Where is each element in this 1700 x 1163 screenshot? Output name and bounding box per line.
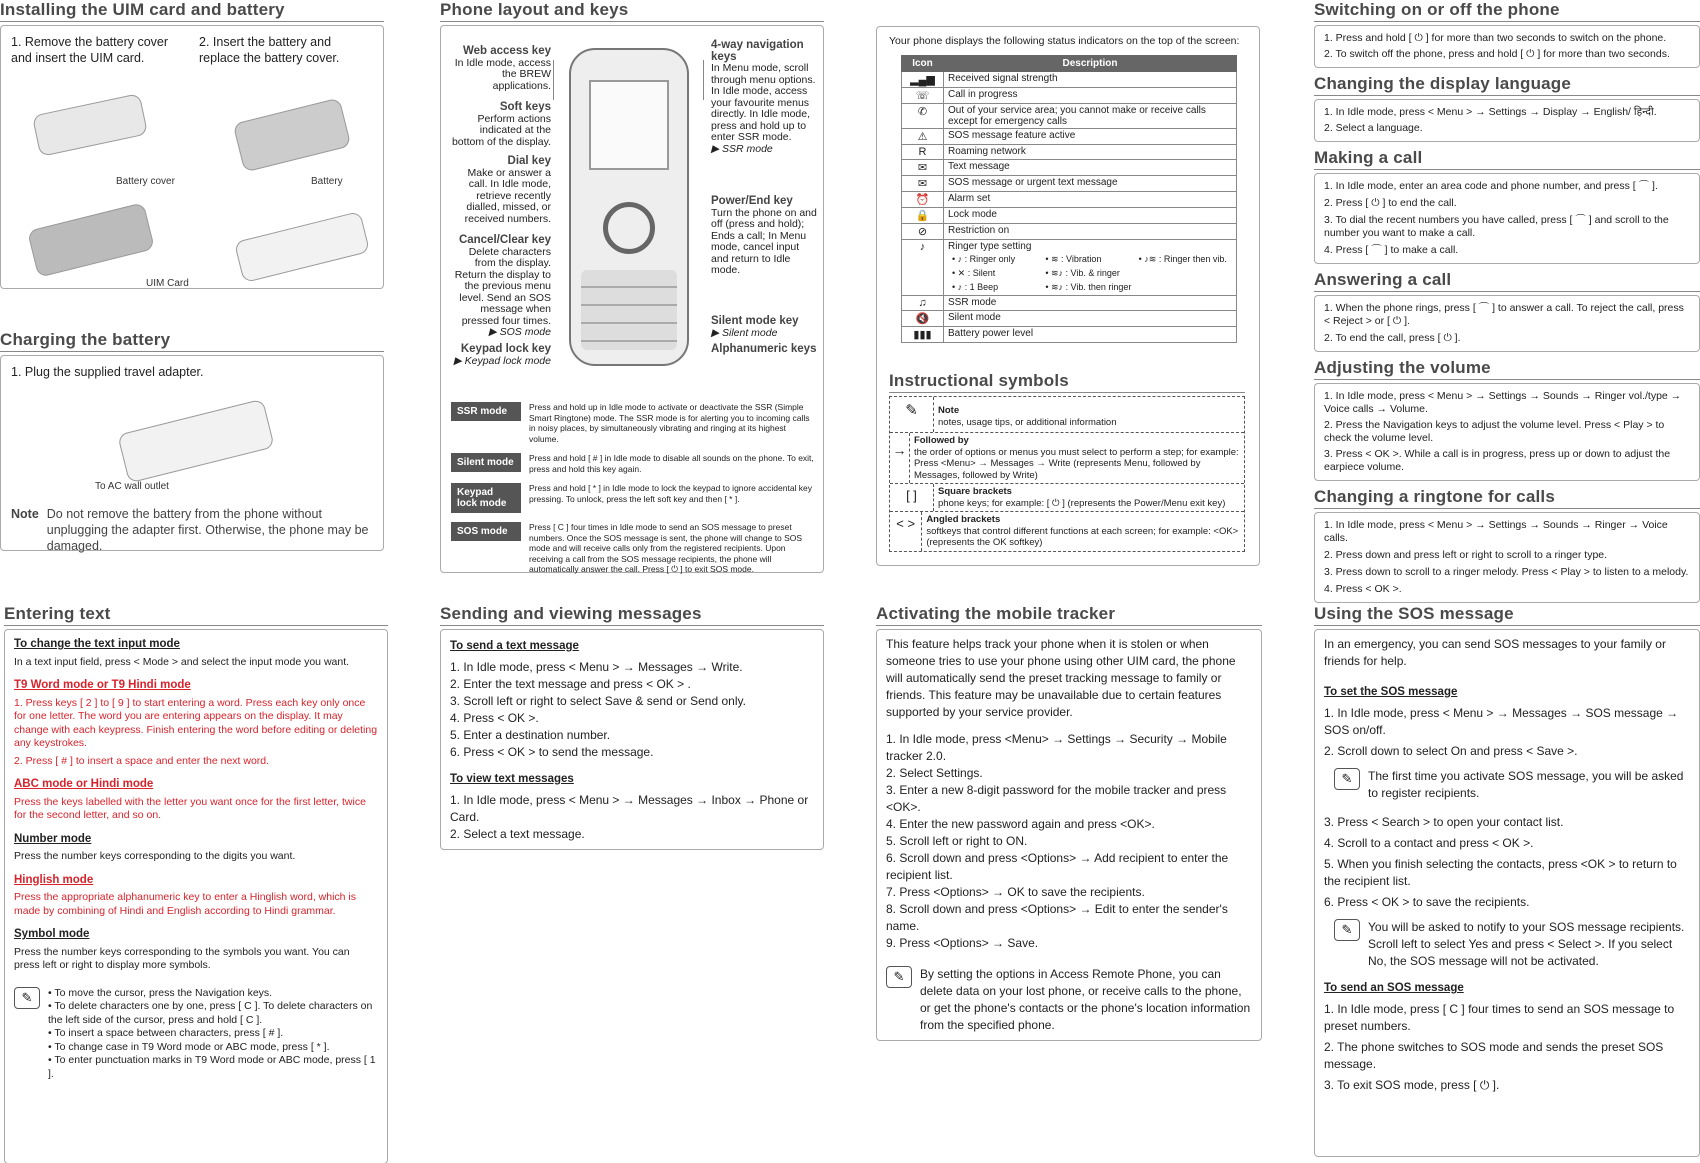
label-ac-outlet: To AC wall outlet <box>95 481 169 492</box>
send-step: 1. In Idle mode, press < Menu > → Messages → Write. <box>450 660 743 674</box>
messages-title: Sending and viewing messages <box>440 604 824 626</box>
symbol-text: softkeys that control different functions at each screen; for example: <OK> (represents the OK softkey) <box>926 525 1239 548</box>
note-icon: ✎ <box>890 397 934 432</box>
send-step: 3. Scroll left or right to select Save & send or Send only. <box>450 694 746 708</box>
nav-keys-title: 4-way navigation keys <box>711 39 804 63</box>
tracker-step: 8. Scroll down and press <Options> → Edit to enter the sender's name. <box>886 902 1228 933</box>
row-desc: SOS message feature active <box>944 129 1237 145</box>
switching-box <box>1314 25 1700 68</box>
nav-keys-ref: ▶ SSR mode <box>711 142 773 155</box>
answering-step: 1. When the phone rings, press [ ⌒ ] to answer a call. To reject the call, press < Reject > or [ ⏻ ]. <box>1324 302 1684 327</box>
tracker-intro: This feature helps track your phone when it is stolen or when someone tries to use your phone using other UIM card, the phone will automatically send the preset tracking message to family or friends. This feature may be unavailable due to certain features supported by your service provider. <box>886 637 1236 719</box>
install-section <box>0 0 384 289</box>
ringer-cell <box>944 240 1237 296</box>
send-step: 6. Press < OK > to send the message. <box>450 745 654 759</box>
message-icon: ✉ <box>902 160 944 176</box>
mode-row <box>451 453 815 474</box>
row-desc: SSR mode <box>944 296 1237 311</box>
silent-key-ref: ▶ Silent mode <box>711 326 778 339</box>
ringer-title: Ringer type setting <box>948 241 1032 252</box>
table-row <box>902 208 1237 224</box>
entering-title: Entering text <box>4 604 388 626</box>
ringer-item: • ≋♪ : Vib. & ringer <box>1045 268 1120 278</box>
mode-text-ssr: Press and hold up in Idle mode to activate or deactivate the SSR (Simple Smart Ringtone) mode. The SSR mode is for alerting you to incoming calls in noisy places, by simultaneously vibrating and ringing at its highest volume. <box>529 402 810 444</box>
note-icon: ✎ <box>1334 768 1360 790</box>
silent-key-label <box>711 316 817 339</box>
charging-section <box>0 330 384 551</box>
tip-item: • To delete characters one by one, press [ C ]. To delete characters on the left side of the cursor, press and hold [ C ]. <box>48 1000 373 1026</box>
nav-key-ring <box>603 202 655 254</box>
soft-keys-label <box>451 102 551 148</box>
switching-step: 1. Press and hold [ ⏻ ] for more than two seconds to switch on the phone. <box>1324 32 1667 44</box>
tracker-steps <box>886 731 1252 952</box>
ringer-item-text: : 1 Beep <box>964 282 999 292</box>
ringtone-title: Changing a ringtone for calls <box>1314 487 1700 509</box>
row-desc: Silent mode <box>944 311 1237 327</box>
tip-item: • To move the cursor, press the Navigation keys. <box>48 986 273 999</box>
install-box <box>0 25 384 289</box>
ringtone-step: 3. Press down to scroll to a ringer melody. Press < Play > to listen to a melody. <box>1324 566 1689 578</box>
tracker-note <box>886 966 1252 1034</box>
web-key-text: In Idle mode, access the BREW applications. <box>454 56 551 92</box>
symbol-title: Angled brackets <box>926 514 1001 525</box>
symbol-row-angled <box>890 512 1244 551</box>
sos-set-step: 5. When you finish selecting the contacts, press <OK > to return to the recipient list. <box>1324 857 1677 888</box>
ringer-item: • ≋ : Vibration <box>1045 254 1102 264</box>
ringer-item-text: : Vib. then ringer <box>1065 282 1132 292</box>
symbol-row-followed <box>890 433 1244 484</box>
input-mode-subtitle: To change the text input mode <box>14 638 180 650</box>
angled-brackets-icon: < > <box>890 512 922 551</box>
sos-intro: In an emergency, you can send SOS messages to your family or friends for help. <box>1324 637 1666 668</box>
nav-keys-text: In Menu mode, scroll through menu options. In Idle mode, access your favourite menus directly. In Idle mode, press and hold up to enter SSR mode. <box>711 62 816 143</box>
view-message-subtitle: To view text messages <box>450 773 574 785</box>
sos-icon: ⚠ <box>902 129 944 145</box>
cancel-key-ref: ▶ SOS mode <box>488 326 551 338</box>
table-row <box>902 160 1237 176</box>
install-step2: 2. Insert the battery and replace the battery cover. <box>199 35 340 65</box>
ringer-item-text: : Silent <box>967 268 996 278</box>
connector-line <box>553 60 554 100</box>
keypad-lock-label <box>441 344 551 367</box>
table-row <box>902 129 1237 145</box>
tip-item: • To insert a space between characters, press [ # ]. <box>48 1027 284 1039</box>
row-desc: Received signal strength <box>944 72 1237 88</box>
mode-tag-sos: SOS mode <box>451 522 521 541</box>
power-key-text: Turn the phone on and off (press and hold); Ends a call; In Menu mode, cancel input and return to Idle mode. <box>711 206 817 276</box>
send-step: 2. Enter the text message and press < OK > . <box>450 677 691 691</box>
tracker-step: 2. Select Settings. <box>886 766 983 780</box>
connector-line <box>703 60 704 100</box>
symbols-list <box>889 396 1245 552</box>
making-step: 3. To dial the recent numbers you have called, press [ ⌒ ] and scroll to the number you want to make a call. <box>1324 214 1669 239</box>
dial-key-label <box>451 156 551 225</box>
web-key-title: Web access key <box>462 45 551 57</box>
keypad-area <box>581 270 677 350</box>
making-step: 2. Press [ ⏻ ] to end the call. <box>1324 197 1457 209</box>
table-row <box>902 224 1237 240</box>
send-step: 5. Enter a destination number. <box>450 728 611 742</box>
making-box <box>1314 173 1700 264</box>
mode-tag-ssr: SSR mode <box>451 402 521 421</box>
tracker-step: 9. Press <Options> → Save. <box>886 936 1039 950</box>
layout-title: Phone layout and keys <box>440 0 824 22</box>
phone-cover-image <box>234 211 370 283</box>
ringer-icon: ♪ <box>902 240 944 296</box>
sos-note1 <box>1334 768 1690 802</box>
soft-keys-text: Perform actions indicated at the bottom of the display. <box>451 112 551 148</box>
table-row <box>902 176 1237 192</box>
t9-step: 1. Press keys [ 2 ] to [ 9 ] to start entering a word. Press each key only once for one letter. The word you are entering appears on the display. It may change with each keypress. Finish entering the word before editing or deleting any keystrokes. <box>14 696 378 749</box>
ringer-item: • ✕ : Silent <box>952 268 996 278</box>
mode-text-keypad: Press and hold [ * ] in Idle mode to lock the keypad to ignore accidental key pressing. To unlock, press the left soft key and then [ * ]. <box>529 483 813 504</box>
power-key-label <box>711 196 817 277</box>
tracker-step: 7. Press <Options> → OK to save the recipients. <box>886 885 1145 899</box>
phone-screen <box>589 80 669 170</box>
symbol-title: Followed by <box>913 435 969 446</box>
note-icon: ✎ <box>14 987 40 1009</box>
ringer-item: • ♪ : 1 Beep <box>952 282 999 292</box>
input-mode-text: In a text input field, press < Mode > and select the input mode you want. <box>14 655 350 668</box>
charging-note <box>11 506 371 554</box>
alarm-icon: ⏰ <box>902 192 944 208</box>
row-desc: Roaming network <box>944 145 1237 160</box>
ringer-grid <box>948 252 1232 294</box>
view-step: 1. In Idle mode, press < Menu > → Messages → Inbox → Phone or Card. <box>450 793 809 824</box>
ringtone-step: 1. In Idle mode, press < Menu > → Settings → Sounds → Ringer → Voice calls. <box>1324 519 1668 544</box>
abc-text: Press the keys labelled with the letter you want once for the first letter, twice for the second letter, and so on. <box>14 795 366 821</box>
t9-subtitle: T9 Word mode or T9 Hindi mode <box>14 679 191 691</box>
table-row <box>902 296 1237 311</box>
layout-section <box>440 0 824 573</box>
number-text: Press the number keys corresponding to the digits you want. <box>14 850 296 862</box>
volume-step: 3. Press < OK >. While a call is in progress, press up or down to adjust the earpiece volume. <box>1324 448 1671 473</box>
answering-step: 2. To end the call, press [ ⏻ ]. <box>1324 332 1461 344</box>
sos-send-step: 2. The phone switches to SOS mode and sends the preset SOS message. <box>1324 1040 1664 1071</box>
volume-title: Adjusting the volume <box>1314 358 1700 380</box>
tracker-title: Activating the mobile tracker <box>876 604 1262 626</box>
phone-uim-image <box>27 202 155 278</box>
signal-icon: ▂▄▆ <box>902 72 944 88</box>
row-desc: Restriction on <box>944 224 1237 240</box>
tracker-step: 3. Enter a new 8-digit password for the mobile tracker and press <OK>. <box>886 783 1227 814</box>
tracker-note-text: By setting the options in Access Remote Phone, you can delete data on your lost phone, or receive calls to the phone, or get the phone's contacts or the phone's location information from the specified phone. <box>920 967 1251 1032</box>
arrow-icon: → <box>890 433 910 483</box>
sos-set-step: 6. Press < OK > to save the recipients. <box>1324 895 1530 909</box>
symbol-row-square <box>890 484 1244 512</box>
entering-tips <box>14 987 378 1082</box>
sos-note1-text: The first time you activate SOS message, you will be asked to register recipients. <box>1368 769 1684 800</box>
ringer-item-text: : Ringer only <box>964 254 1016 264</box>
row-desc: Out of your service area; you cannot make or receive calls except for emergency calls <box>944 104 1237 129</box>
table-row <box>902 327 1237 343</box>
no-service-icon: ✆ <box>902 104 944 129</box>
mode-tag-keypad: Keypad lock mode <box>451 483 521 513</box>
symbol-subtitle: Symbol mode <box>14 928 90 940</box>
table-row <box>902 88 1237 104</box>
status-box <box>876 26 1260 566</box>
messages-section <box>440 604 824 850</box>
set-sos-subtitle: To set the SOS message <box>1324 686 1458 698</box>
tracker-step: 4. Enter the new password again and press <OK>. <box>886 817 1155 831</box>
sos-note2-text: You will be asked to notify to your SOS message recipients. Scroll left to select Yes and press < Select >. If you select No, the SOS message will not be activated. <box>1368 920 1685 968</box>
sos-send-step: 3. To exit SOS mode, press [ ⏻ ]. <box>1324 1078 1500 1092</box>
row-desc: Call in progress <box>944 88 1237 104</box>
tracker-step: 1. In Idle mode, press <Menu> → Settings → Security → Mobile tracker 2.0. <box>886 732 1227 763</box>
label-battery-cover: Battery cover <box>116 176 175 187</box>
mode-text-sos: Press [ C ] four times in Idle mode to send an SOS message to preset numbers. Once the SOS message is sent, the phone will change to SOS mode and will receive calls only from the registered recipients. Upon receiving a call from the SOS message recipients, the phone will automatically answer the call. Press [ ⏻ ] to exit SOS mode. <box>529 522 803 574</box>
sos-box <box>1314 629 1700 1157</box>
ringer-item-text: : Vib. & ringer <box>1065 268 1120 278</box>
table-row <box>902 104 1237 129</box>
status-rows <box>902 72 1237 343</box>
row-desc: SOS message or urgent text message <box>944 176 1237 192</box>
tip-item: • To change case in T9 Word mode or ABC mode, press [ * ]. <box>48 1040 330 1053</box>
hinglish-subtitle: Hinglish mode <box>14 873 94 886</box>
send-message-subtitle: To send a text message <box>450 640 579 652</box>
send-step: 4. Press < OK >. <box>450 711 539 725</box>
symbol-text: Press the number keys corresponding to the symbols you want. You can press left or right to display more symbols. <box>14 945 350 971</box>
table-row <box>902 192 1237 208</box>
lock-icon: 🔒 <box>902 208 944 224</box>
ringtone-box <box>1314 512 1700 603</box>
language-step: 1. In Idle mode, press < Menu > → Settings → Display → English/ हिन्दी. <box>1324 106 1657 118</box>
ringer-item: • ≋♪ : Vib. then ringer <box>1045 282 1132 292</box>
table-row <box>902 145 1237 160</box>
silent-icon: 🔇 <box>902 311 944 327</box>
tracker-section <box>876 604 1262 1041</box>
sos-title: Using the SOS message <box>1314 604 1700 626</box>
tracker-step: 6. Scroll down and press <Options> → Add recipient to enter the recipient list. <box>886 851 1229 882</box>
sos-set-step: 4. Scroll to a contact and press < OK >. <box>1324 836 1534 850</box>
adapter-image <box>117 399 275 484</box>
row-desc: Alarm set <box>944 192 1237 208</box>
dial-key-title: Dial key <box>507 155 551 167</box>
send-sos-subtitle: To send an SOS message <box>1324 982 1464 994</box>
table-row <box>902 240 1237 296</box>
charging-box <box>0 355 384 551</box>
table-row <box>902 311 1237 327</box>
symbol-title: Note <box>938 405 960 416</box>
row-desc: Lock mode <box>944 208 1237 224</box>
volume-box <box>1314 383 1700 481</box>
ringer-item: • ♪ : Ringer only <box>952 254 1016 264</box>
phone-battery-image <box>233 97 352 172</box>
right-column-top <box>1314 0 1700 603</box>
symbol-text: notes, usage tips, or additional information <box>938 416 1117 428</box>
label-uim-card: UIM Card <box>146 278 189 289</box>
keypad-lock-title: Keypad lock key <box>460 343 551 355</box>
mode-row <box>451 402 815 444</box>
tip-item: • To enter punctuation marks in T9 Word mode or ABC mode, press [ 1 ]. <box>48 1054 376 1080</box>
charging-title: Charging the battery <box>0 330 384 352</box>
mode-text-silent: Press and hold [ # ] in Idle mode to disable all sounds on the phone. To exit, press and hold this key again. <box>529 453 814 474</box>
making-step: 1. In Idle mode, enter an area code and phone number, and press [ ⌒ ]. <box>1324 180 1658 192</box>
ringer-item: • ♪≋ : Ringer then vib. <box>1138 254 1227 264</box>
symbol-row-note <box>890 397 1244 433</box>
note-icon: ✎ <box>886 966 912 988</box>
t9-step: 2. Press [ # ] to insert a space and enter the next word. <box>14 754 270 767</box>
number-subtitle: Number mode <box>14 832 92 845</box>
roaming-icon: R <box>902 145 944 160</box>
note-text: Do not remove the battery from the phone without unplugging the adapter first. Otherwise, the phone may be damaged. <box>46 507 369 553</box>
alpha-keys-label <box>711 344 817 356</box>
mode-row <box>451 522 815 575</box>
charging-step1: 1. Plug the supplied travel adapter. <box>11 365 204 379</box>
sos-send-step: 1. In Idle mode, press [ C ] four times to send an SOS message to preset numbers. <box>1324 1002 1675 1033</box>
status-intro: Your phone displays the following status indicators on the top of the screen: <box>889 35 1240 47</box>
modes-list <box>451 402 815 584</box>
entering-box <box>4 629 388 1163</box>
call-icon: ☏ <box>902 88 944 104</box>
label-battery: Battery <box>311 176 343 187</box>
silent-key-title: Silent mode key <box>711 315 799 327</box>
sos-set-step: 3. Press < Search > to open your contact list. <box>1324 815 1564 829</box>
web-key-label <box>451 46 551 92</box>
ringtone-step: 4. Press < OK >. <box>1324 583 1402 595</box>
install-title: Installing the UIM card and battery <box>0 0 384 22</box>
language-box <box>1314 99 1700 142</box>
note-label: Note <box>11 507 39 521</box>
language-title: Changing the display language <box>1314 74 1700 96</box>
keypad-lock-ref: ▶ Keypad lock mode <box>453 354 551 367</box>
row-desc: Battery power level <box>944 327 1237 343</box>
entering-section <box>4 604 388 1163</box>
row-desc: Text message <box>944 160 1237 176</box>
sos-set-step: 2. Scroll down to select On and press < Save >. <box>1324 744 1578 758</box>
restriction-icon: ⊘ <box>902 224 944 240</box>
making-step: 4. Press [ ⌒ ] to make a call. <box>1324 244 1459 256</box>
battery-icon: ▮▮▮ <box>902 327 944 343</box>
view-step: 2. Select a text message. <box>450 827 585 841</box>
soft-keys-title: Soft keys <box>499 101 551 113</box>
symbol-text: phone keys; for example: [ ⏻ ] (represents the Power/Menu exit key) <box>938 497 1226 509</box>
table-row <box>902 72 1237 88</box>
sos-section <box>1314 604 1700 1157</box>
col-desc-header: Description <box>944 56 1237 72</box>
ringtone-step: 2. Press down and press left or right to scroll to a ringer type. <box>1324 549 1608 561</box>
switching-title: Switching on or off the phone <box>1314 0 1700 22</box>
language-step: 2. Select a language. <box>1324 122 1423 134</box>
tracker-step: 5. Scroll left or right to ON. <box>886 834 1028 848</box>
urgent-message-icon: ✉ <box>902 176 944 192</box>
ringer-item-text: : Vibration <box>1061 254 1102 264</box>
install-step1: 1. Remove the battery cover and insert the UIM card. <box>11 35 169 65</box>
abc-subtitle: ABC mode or Hindi mode <box>14 778 154 790</box>
cancel-key-title: Cancel/Clear key <box>458 234 551 246</box>
making-title: Making a call <box>1314 148 1700 170</box>
symbol-text: the order of options or menus you must select to perform a step; for example: Press <Menu> → Messages → Write (represents Menu, followed by Messages, followed by Write) <box>913 446 1239 481</box>
tips-list <box>48 987 378 1082</box>
phone-front-image <box>569 48 689 366</box>
alpha-keys-title: Alphanumeric keys <box>711 343 817 355</box>
tracker-box <box>876 629 1262 1041</box>
col-icon-header: Icon <box>902 56 944 72</box>
volume-step: 2. Press the Navigation keys to adjust the volume level. Press < Play > to check the volume level. <box>1324 419 1665 444</box>
hinglish-text: Press the appropriate alphanumeric key to enter a Hinglish word, which is made by combining of Hindi and English according to Hindi grammar. <box>14 891 357 917</box>
square-brackets-icon: [ ] <box>890 484 934 511</box>
answering-box <box>1314 295 1700 352</box>
status-table <box>901 55 1237 343</box>
nav-keys-label <box>711 40 817 155</box>
switching-step: 2. To switch off the phone, press and hold [ ⏻ ] for more than two seconds. <box>1324 48 1670 60</box>
answering-title: Answering a call <box>1314 270 1700 292</box>
power-key-title: Power/End key <box>711 195 793 207</box>
symbol-title: Square brackets <box>938 486 1012 497</box>
ringer-item-text: : Ringer then vib. <box>1158 254 1227 264</box>
sos-note2 <box>1334 919 1690 970</box>
messages-box <box>440 629 824 850</box>
volume-step: 1. In Idle mode, press < Menu > → Settings → Sounds → Ringer vol./type → Voice calls → Volume. <box>1324 390 1682 415</box>
sos-set-step: 1. In Idle mode, press < Menu > → Messages → SOS message → SOS on/off. <box>1324 706 1679 737</box>
ssr-icon: ♫ <box>902 296 944 311</box>
cancel-key-label <box>451 235 551 339</box>
note-icon: ✎ <box>1334 919 1360 941</box>
symbols-title: Instructional symbols <box>889 371 1245 393</box>
phone-back-image <box>32 93 148 157</box>
status-section <box>876 26 1260 566</box>
cancel-key-text: Delete characters from the display. Return the display to the previous menu level. Send an SOS message when pressed four times. <box>454 245 551 327</box>
layout-box <box>440 25 824 573</box>
mode-row <box>451 483 815 513</box>
mode-tag-silent: Silent mode <box>451 453 521 472</box>
dial-key-text: Make or answer a call. In Idle mode, retrieve recently dialled, missed, or received numbers. <box>464 166 551 225</box>
